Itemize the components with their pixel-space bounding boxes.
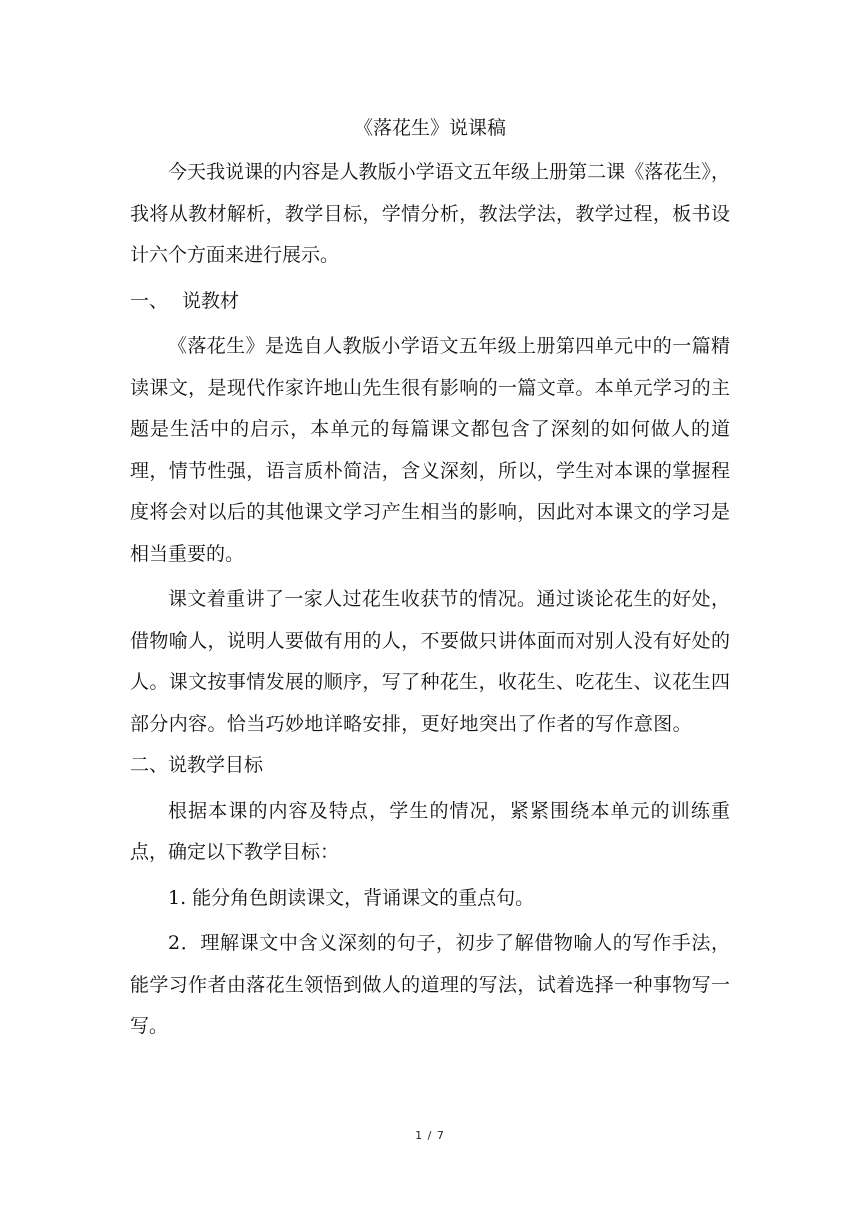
goal-item-2: 2．理解课文中含义深刻的句子，初步了解借物喻人的写作手法，能学习作者由落花生领悟到做人的道理的写法，试着选择一种事物写一写。 bbox=[130, 932, 730, 1037]
document-body bbox=[130, 108, 730, 1052]
goal-item-1: 1. 能分角色朗读课文，背诵课文的重点句。 bbox=[168, 886, 535, 909]
material-paragraph-2-text: 课文着重讲了一家人过花生收获节的情况。通过谈论花生的好处，借物喻人，说明人要做有用的人，不要做只讲体面而对别人没有好处的人。课文按事情发展的顺序，写了种花生，收花生、吃花生、议花生四部分内容。恰当巧妙地详略安排，更好地突出了作者的写作意图。 bbox=[130, 588, 730, 735]
goals-intro-paragraph: 根据本课的内容及特点，学生的情况，紧紧围绕本单元的训练重点，确定以下教学目标： bbox=[130, 799, 730, 863]
material-paragraph-1: 《落花生》是选自人教版小学语文五年级上册第四单元中的一篇精读课文，是现代作家许地山先生很有影响的一篇文章。本单元学习的主题是生活中的启示，本单元的每篇课文都包含了深刻的如何做人的道理，情节性强，语言质朴简洁，含义深刻，所以，学生对本课的掌握程度将会对以后的其他课文学习产生相当的影响，因此对本课文的学习是相当重要的。 bbox=[130, 335, 730, 565]
document-title: 《落花生》说课稿 bbox=[353, 117, 506, 139]
page-number: 1 / 7 bbox=[415, 1129, 445, 1142]
section-1-title: 说教材 bbox=[182, 289, 240, 312]
section-1-heading bbox=[130, 281, 730, 323]
material-paragraph-2 bbox=[130, 579, 730, 787]
intro-paragraph: 今天我说课的内容是人教版小学语文五年级上册第二课《落花生》，我将从教材解析，教学目标，学情分析，教法学法，教学过程，板书设计六个方面来进行展示。 bbox=[130, 161, 730, 266]
section-1-number: 一、 bbox=[130, 289, 169, 312]
section-2-heading: 二、说教学目标 bbox=[130, 754, 264, 776]
